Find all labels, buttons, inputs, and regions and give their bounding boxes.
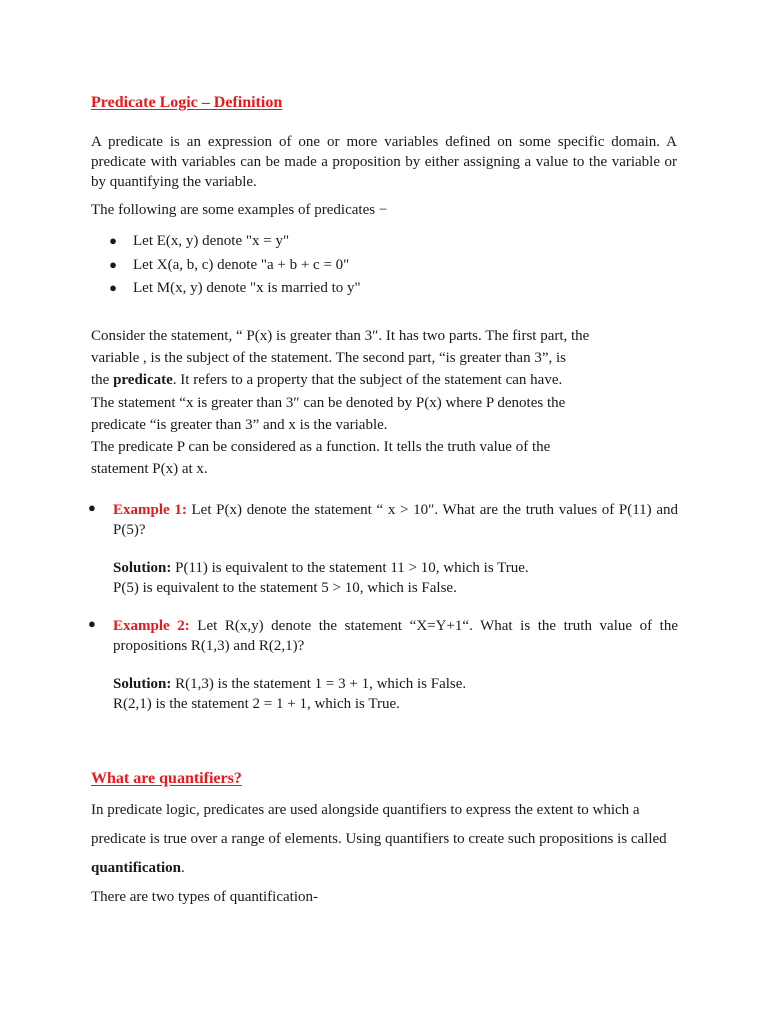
consider-line-5: predicate “is greater than 3” and x is the variable. (91, 417, 388, 433)
quantification-term: quantification (91, 860, 182, 876)
consider-line-4: The statement “x is greater than 3″ can be denoted by P(x) where P denotes the (91, 395, 566, 411)
quantification-types: There are two types of quantification- (91, 889, 318, 905)
list-item: ● Let E(x, y) denote "x = y" (109, 233, 290, 249)
consider-line-6: The predicate P can be considered as a function. It tells the truth value of the (91, 439, 551, 455)
consider-line-3: the predicate. It refers to a property that the subject of the statement can have. (91, 372, 563, 388)
list-item: ● Let X(a, b, c) denote "a + b + c = 0" (109, 257, 350, 273)
example-1-solution: Solution: P(11) is equivalent to the statement 11 > 10, which is True. P(5) is equivalent to the statement 5 > 10, which is False. (113, 560, 529, 596)
bullet-icon: ● (109, 280, 117, 295)
consider-line-7: statement P(x) at x. (91, 461, 208, 477)
example-2-solution: Solution: R(1,3) is the statement 1 = 3 + 1, which is False. R(2,1) is the statement 2 = 1 + 1, which is True. (113, 676, 467, 712)
heading-quantifiers: What are quantifiers? (91, 770, 242, 787)
heading-predicate-logic: Predicate Logic – Definition (91, 94, 283, 111)
quantifiers-paragraph: In predicate logic, predicates are used alongside quantifiers to express the extent to which a predicate is true over a range of elements. Using quantifiers to create such propositions is called quantification. (91, 802, 667, 876)
predicate-term: predicate (113, 372, 173, 388)
example-1: ● Example 1: Let P(x) denote the statement “ x > 10″. What are the truth values of P(11) and P(5)? Solution: P(11) is equivalent to the statement 11 > 10, which is True. P(5) is equivalent to the statement 5 > 10, which is False. (88, 500, 678, 596)
list-item: ● Let M(x, y) denote "x is married to y" (109, 280, 361, 296)
examples-intro: The following are some examples of predicates − (91, 202, 388, 218)
example-2: ● Example 2: Let R(x,y) denote the statement “X=Y+1“. What is the truth value of the propositions R(1,3) and R(2,1)? Solution: R(1,3) is the statement 1 = 3 + 1, which is False. R(2,1) is the statement 2 = 1 + 1, which is True. (88, 616, 678, 712)
bullet-icon: ● (88, 500, 96, 515)
bullet-icon: ● (109, 257, 117, 272)
intro-paragraph: A predicate is an expression of one or more variables defined on some specific domain. A predicate with variables can be made a proposition by either assigning a value to the variable or by quantifying the variable. (91, 134, 677, 190)
bullet-icon: ● (109, 233, 117, 248)
consider-line-1: Consider the statement, “ P(x) is greater than 3″. It has two parts. The first part, the (91, 328, 590, 344)
example-1-label: Example 1: (113, 502, 187, 518)
bullet-icon: ● (88, 616, 96, 631)
consider-line-2: variable , is the subject of the statement. The second part, “is greater than 3”, is (91, 350, 566, 366)
example-2-label: Example 2: (113, 618, 190, 634)
